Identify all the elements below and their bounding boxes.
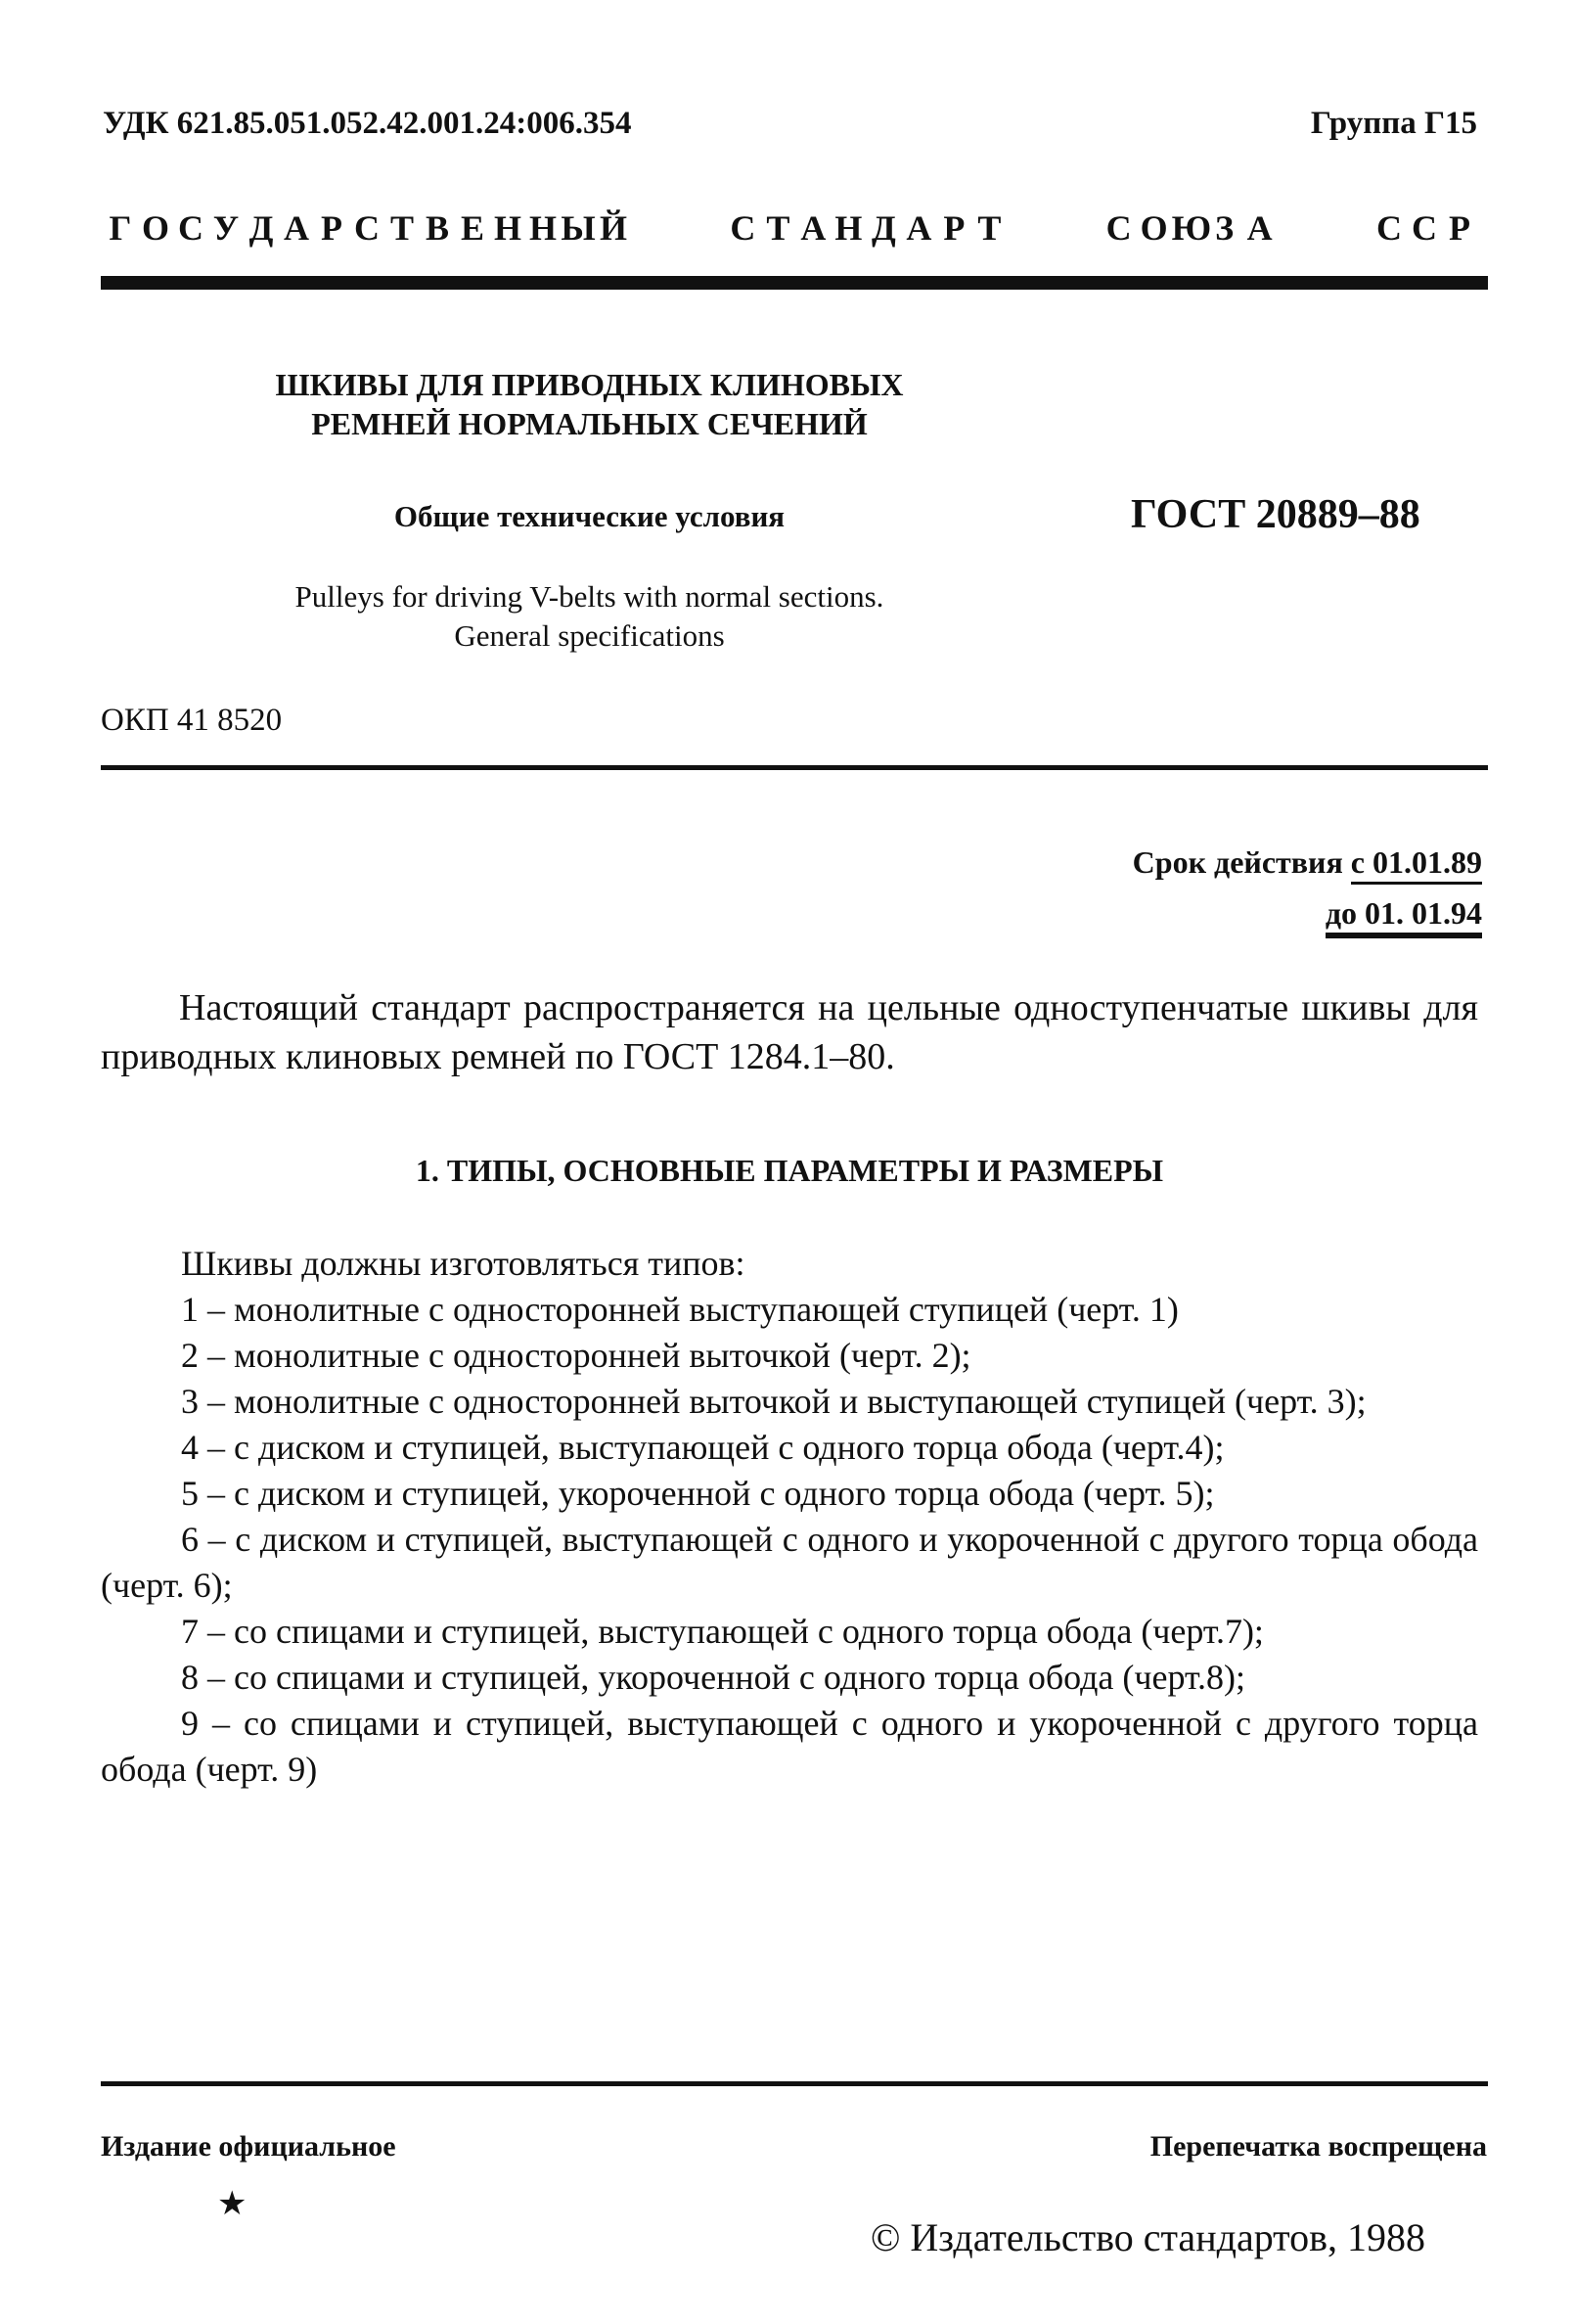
- title-line-1: ШКИВЫ ДЛЯ ПРИВОДНЫХ КЛИНОВЫХ: [275, 367, 904, 402]
- title-rule: [101, 765, 1488, 770]
- state-standard-heading: [103, 207, 1477, 249]
- type-item: 9 – со спицами и ступицей, выступающей с одного и укороченной с другого торца обода (черт. 9): [101, 1704, 1478, 1789]
- validity-period: [1133, 837, 1482, 938]
- okp-code: ОКП 41 8520: [101, 703, 283, 738]
- type-item: 2 – монолитные с односторонней выточкой (черт. 2);: [181, 1336, 971, 1375]
- types-list: [101, 1241, 1478, 1793]
- english-title-line-1: Pulleys for driving V-belts with normal sections.: [294, 579, 884, 614]
- type-item: 6 – с диском и ступицей, выступающей с одного и укороченной с другого торца обода (черт. 6);: [101, 1520, 1478, 1605]
- section-heading: 1. ТИПЫ, ОСНОВНЫЕ ПАРАМЕТРЫ И РАЗМЕРЫ: [415, 1153, 1164, 1188]
- validity-until: до 01. 01.94: [1326, 895, 1482, 938]
- udk-code: УДК 621.85.051.052.42.001.24:006.354: [103, 106, 632, 141]
- type-item: 1 – монолитные с односторонней выступающей ступицей (черт. 1): [181, 1290, 1179, 1329]
- document-title: [196, 365, 983, 443]
- type-item: 5 – с диском и ступицей, укороченной с одного торца обода (черт. 5);: [181, 1474, 1215, 1513]
- type-item: 8 – со спицами и ступицей, укороченной с одного торца обода (черт.8);: [181, 1658, 1246, 1697]
- english-title: [137, 577, 1042, 656]
- star-icon: ★: [217, 2186, 248, 2222]
- intro-paragraph: Настоящий стандарт распространяется на цельные одноступенчатые шкивы для приводных клиновых ремней по ГОСТ 1284.1–80.: [101, 987, 1478, 1077]
- document-subtitle: Общие технические условия: [393, 499, 786, 533]
- footer-rule: [101, 2081, 1488, 2086]
- header-rule: [101, 276, 1488, 290]
- validity-from: с 01.01.89: [1351, 844, 1482, 885]
- validity-label: Срок действия: [1132, 844, 1343, 880]
- english-title-line-2: General specifications: [454, 618, 725, 653]
- types-lead: Шкивы должны изготовляться типов:: [181, 1244, 745, 1283]
- state-standard-word: Г О С У Д А Р С Т В Е Н Н Ы Й: [109, 208, 627, 248]
- type-item: 4 – с диском и ступицей, выступающей с одного торца обода (черт.4);: [181, 1428, 1225, 1467]
- gost-code: ГОСТ 20889–88: [1131, 492, 1420, 537]
- reprint-prohibited: Перепечатка воспрещена: [1149, 2130, 1487, 2163]
- state-standard-word: С С Р: [1375, 208, 1470, 248]
- state-standard-word: С Т А Н Д А Р Т: [730, 208, 1002, 248]
- state-standard-word: С О Ю З А: [1105, 208, 1273, 248]
- official-edition: Издание официальное: [101, 2130, 396, 2163]
- group-code: Группа Г15: [1310, 106, 1477, 141]
- copyright: © Издательство стандартов, 1988: [871, 2215, 1426, 2259]
- title-line-2: РЕМНЕЙ НОРМАЛЬНЫХ СЕЧЕНИЙ: [311, 406, 868, 441]
- type-item: 3 – монолитные с односторонней выточкой и выступающей ступицей (черт. 3);: [181, 1382, 1367, 1421]
- type-item: 7 – со спицами и ступицей, выступающей с одного торца обода (черт.7);: [181, 1612, 1264, 1651]
